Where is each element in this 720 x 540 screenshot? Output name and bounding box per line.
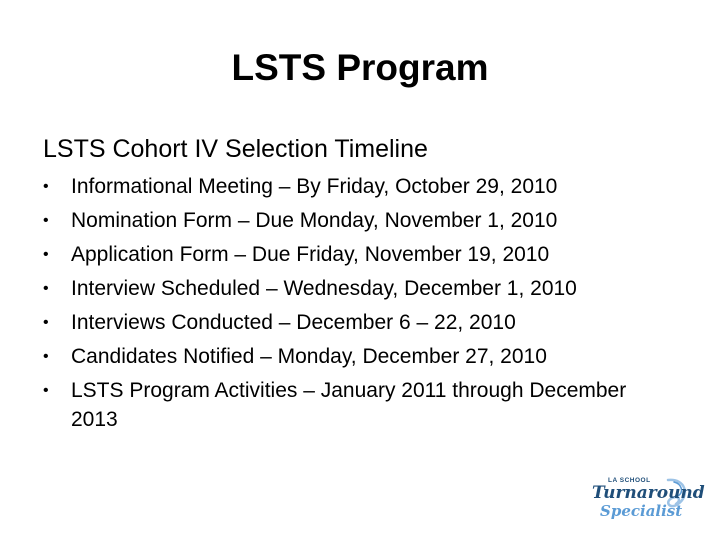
bullet-text: LSTS Program Activities – January 2011 through December 2013 (71, 379, 627, 431)
slide-subtitle: LSTS Cohort IV Selection Timeline (43, 135, 428, 163)
bullet-text: Informational Meeting – By Friday, October 29, 2010 (71, 175, 558, 198)
logo-line2-text: Turnaround (592, 483, 705, 503)
bullet-dot-icon: • (43, 348, 49, 365)
turnaround-specialist-logo (590, 474, 705, 522)
slide-title: LSTS Program (231, 47, 489, 88)
bullet-item (43, 238, 683, 272)
bullet-item (43, 306, 683, 340)
bullet-dot-icon: • (43, 246, 49, 263)
bullet-item (43, 374, 683, 437)
bullet-dot-icon: • (43, 314, 49, 331)
bullet-item (43, 340, 683, 374)
bullet-text: Candidates Notified – Monday, December 27, 2010 (71, 345, 547, 368)
bullet-text: Interview Scheduled – Wednesday, December 1, 2010 (71, 277, 577, 300)
bullet-dot-icon: • (43, 280, 49, 297)
bullet-dot-icon: • (43, 382, 49, 399)
logo-line3-text: Specialist (600, 502, 683, 520)
bullet-text: Application Form – Due Friday, November 19, 2010 (71, 243, 550, 266)
bullet-dot-icon: • (43, 212, 49, 229)
bullet-text: Nomination Form – Due Monday, November 1, 2010 (71, 209, 558, 232)
bullet-item (43, 272, 683, 306)
timeline-bullet-list (43, 170, 683, 437)
logo-line1-text: LA SCHOOL (608, 477, 651, 484)
bullet-item (43, 170, 683, 204)
bullet-dot-icon: • (43, 178, 49, 195)
bullet-item (43, 204, 683, 238)
bullet-text: Interviews Conducted – December 6 – 22, 2010 (71, 311, 516, 334)
logo-graphic (590, 474, 705, 522)
